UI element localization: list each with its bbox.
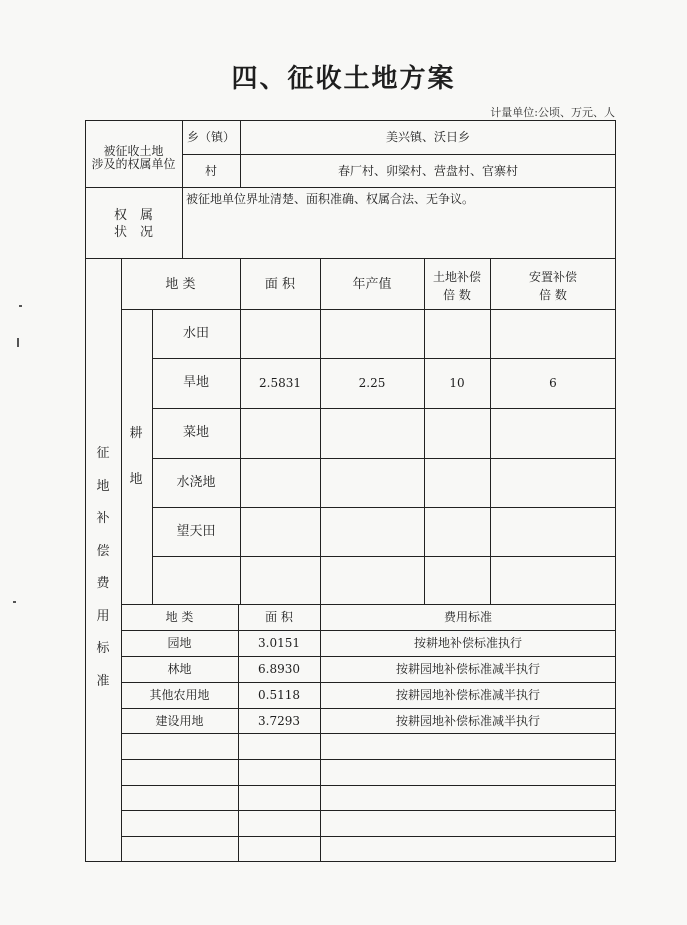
other-cell-area: 6.8930	[258, 662, 300, 676]
township-label: 乡（镇）	[186, 130, 235, 144]
grid-line	[121, 810, 616, 811]
grid-line	[490, 258, 491, 604]
other-cell-standard: 按耕园地补偿标准减半执行	[395, 688, 540, 702]
arable-cell-area: 2.5831	[259, 376, 301, 390]
header-land-multiple-1: 土地补偿	[432, 270, 481, 284]
grid-line	[85, 258, 616, 259]
grid-line	[152, 458, 616, 459]
grid-line	[85, 187, 616, 188]
header-resettle-multiple-1: 安置补偿	[528, 270, 577, 284]
arable-cell-type: 望天田	[176, 523, 216, 539]
township-value: 美兴镇、沃日乡	[385, 130, 470, 144]
other-cell-type: 其他农用地	[149, 688, 210, 702]
other-cell-type: 林地	[167, 662, 192, 676]
grid-line	[182, 154, 616, 155]
grid-line	[121, 682, 616, 683]
header-land-type: 地 类	[165, 277, 196, 292]
header-land-multiple-2: 倍 数	[443, 288, 471, 302]
grid-line	[121, 656, 616, 657]
other-cell-area: 3.7293	[258, 714, 300, 728]
village-label: 村	[204, 164, 217, 178]
arable-cell-land-mult: 10	[449, 376, 465, 390]
side-label-char: 征	[96, 446, 110, 461]
unit-note: 计量单位:公顷、万元、人	[490, 106, 615, 119]
other-cell-type: 建设用地	[155, 714, 204, 728]
other-cell-standard: 按耕园地补偿标准减半执行	[395, 714, 540, 728]
scan-speck	[13, 601, 16, 603]
arable-label-char: 地	[129, 472, 143, 487]
side-label-char: 地	[96, 478, 110, 494]
grid-line	[152, 309, 153, 604]
side-label-char: 补	[96, 511, 110, 526]
side-label-char: 用	[96, 608, 110, 624]
grid-line	[121, 708, 616, 709]
scan-speck	[17, 338, 19, 347]
grid-line	[121, 630, 616, 631]
grid-line	[152, 556, 616, 557]
grid-line	[121, 604, 616, 605]
other-header-land-type: 地 类	[165, 610, 194, 624]
grid-line	[121, 258, 122, 862]
grid-line	[152, 507, 616, 508]
grid-line	[152, 358, 616, 359]
ownership-label-line2: 涉及的权属单位	[91, 157, 176, 171]
grid-line	[121, 759, 616, 760]
arable-cell-type: 水浇地	[176, 474, 216, 490]
grid-line	[121, 836, 616, 837]
grid-line	[121, 733, 616, 734]
arable-cell-type: 旱地	[182, 375, 209, 390]
arable-label-char: 耕	[129, 426, 143, 441]
arable-cell-type: 菜地	[182, 425, 209, 440]
grid-line	[152, 408, 616, 409]
other-cell-standard: 按耕园地补偿标准减半执行	[395, 662, 540, 676]
scan-speck	[19, 305, 22, 307]
arable-cell-output: 2.25	[358, 376, 386, 390]
rights-label-line2: 状 况	[113, 225, 153, 240]
arable-cell-resettle-mult: 6	[549, 376, 557, 390]
side-label-char: 准	[96, 673, 110, 689]
header-resettle-multiple-2: 倍 数	[539, 288, 567, 302]
page-title: 四、征收土地方案	[231, 64, 456, 94]
rights-label-line1: 权 属	[113, 208, 153, 223]
side-label-char: 费	[96, 576, 110, 591]
grid-line	[320, 258, 321, 604]
other-cell-standard: 按耕地补偿标准执行	[413, 636, 522, 650]
header-area: 面 积	[264, 277, 296, 292]
ownership-label-line1: 被征收土地	[103, 144, 164, 158]
grid-line	[240, 258, 241, 604]
other-header-area: 面 积	[265, 610, 293, 624]
side-label-char: 偿	[96, 543, 110, 559]
grid-line	[424, 258, 425, 604]
other-cell-area: 3.0151	[258, 636, 300, 650]
grid-line	[121, 309, 616, 310]
other-cell-type: 园地	[167, 636, 192, 650]
rights-value: 被征地单位界址清楚、面积准确、权属合法、无争议。	[186, 192, 475, 206]
other-cell-area: 0.5118	[258, 688, 300, 702]
village-value: 春厂村、卯梁村、营盘村、官寨村	[337, 164, 518, 178]
arable-cell-type: 水田	[182, 325, 209, 341]
header-annual-output: 年产值	[352, 277, 392, 292]
side-label-char: 标	[96, 641, 110, 656]
other-header-standard: 费用标准	[443, 610, 492, 624]
grid-line	[121, 785, 616, 786]
